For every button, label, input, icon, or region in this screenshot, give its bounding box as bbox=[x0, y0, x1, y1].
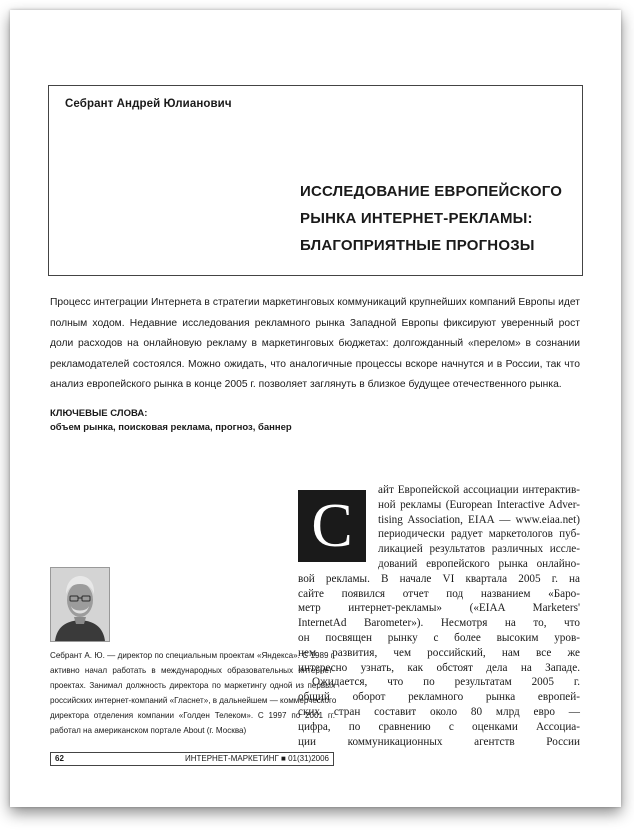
title-line: РЫНКА ИНТЕРНЕТ-РЕКЛАМЫ: bbox=[300, 210, 533, 227]
drop-cap: С bbox=[298, 490, 366, 562]
body-line: ной рекламы (European Interactive Adver- bbox=[378, 498, 580, 511]
bio-line: проектах. Занимал должность директора по маркетингу одной из первых bbox=[50, 681, 335, 691]
author-photo bbox=[50, 567, 110, 642]
body-line: ликацией результатов различных иссле- bbox=[378, 543, 580, 556]
article-abstract: Процесс интеграции Интернета в стратегии маркетинговых коммуникаций крупнейших компаний Европы идет полным ходом. Недавние исследования рекламного рынка Западной Европы фиксируют уверенный рост доли расходов на онлайновую рекламу в маркетинговых бюджетах: долгожданный «перелом» в сознании рекламодателей состоялся. Можно ожидать, что аналогичные процессы вскоре начнутся и в России, так что анализ европейского рынка в конце 2005 г. позволяет заглянуть в близкое будущее отечественного рынка. bbox=[50, 297, 580, 391]
bio-line: российских интернет-компаний «Гласнет», в дальнейшем — коммерческого bbox=[50, 696, 337, 706]
body-line: InternetAd Barometer»). Несмотря на то, что bbox=[298, 617, 580, 630]
keywords-heading: КЛЮЧЕВЫЕ СЛОВА: bbox=[50, 408, 148, 419]
author-name: Себрант Андрей Юлианович bbox=[65, 98, 232, 110]
article-title bbox=[300, 178, 562, 259]
article-header-box bbox=[48, 85, 583, 276]
body-line: Ожидается, что по результатам 2005 г. bbox=[312, 676, 580, 689]
body-line: tising Association, EIAA — www.eiaa.net) bbox=[378, 513, 580, 526]
magazine-issue: ИНТЕРНЕТ-МАРКЕТИНГ ■ 01(31)2006 bbox=[184, 754, 329, 763]
magazine-page bbox=[10, 10, 621, 807]
body-line: нем развития, чем российский, нам все же bbox=[298, 646, 580, 659]
page-footer bbox=[50, 752, 334, 766]
author-bio bbox=[50, 648, 335, 739]
body-line: он посвящен рынку с более высоким уров- bbox=[298, 631, 580, 644]
body-line: вой рекламы. В начале VI квартала 2005 г. на bbox=[298, 572, 580, 585]
bio-line: Себрант А. Ю. — директор по специальным проектам «Яндекса». С 1989 г. bbox=[50, 651, 335, 660]
page-number: 62 bbox=[55, 754, 64, 763]
body-line: общий оборот рекламного рынка европей- bbox=[298, 691, 580, 704]
title-line: ИССЛЕДОВАНИЕ ЕВРОПЕЙСКОГО bbox=[300, 183, 563, 200]
bio-line: директора отделения компании «Голден Телеком». С 1997 по 2001 гг. bbox=[50, 711, 335, 721]
body-line: дований европейского рынка онлайно- bbox=[378, 557, 580, 570]
body-line: айт Европейской ассоциации интерактив- bbox=[378, 484, 580, 496]
article-body bbox=[298, 483, 580, 749]
body-line: ции коммуникационных агентств России bbox=[298, 735, 580, 748]
body-line: ских стран составит около 80 млрд евро — bbox=[298, 705, 580, 718]
bio-line: работал на американском портале About (г. Москва) bbox=[50, 726, 247, 736]
body-line: метр интернет-рекламы» («EIAA Marketers' bbox=[298, 602, 580, 615]
body-line: периодически радует маркетологов пуб- bbox=[378, 528, 580, 541]
title-line: БЛАГОПРИЯТНЫЕ ПРОГНОЗЫ bbox=[300, 237, 535, 254]
body-line: интересно узнать, как обстоят дела на Западе. bbox=[298, 661, 580, 674]
body-line: сайте появился отчет под названием «Баро- bbox=[298, 587, 580, 600]
keywords-list: объем рынка, поисковая реклама, прогноз, баннер bbox=[50, 422, 292, 433]
body-line: цифра, по сравнению с оценками Ассоциа- bbox=[298, 720, 580, 733]
bio-line: активно начал работать в международных образовательных интернет- bbox=[50, 666, 335, 676]
